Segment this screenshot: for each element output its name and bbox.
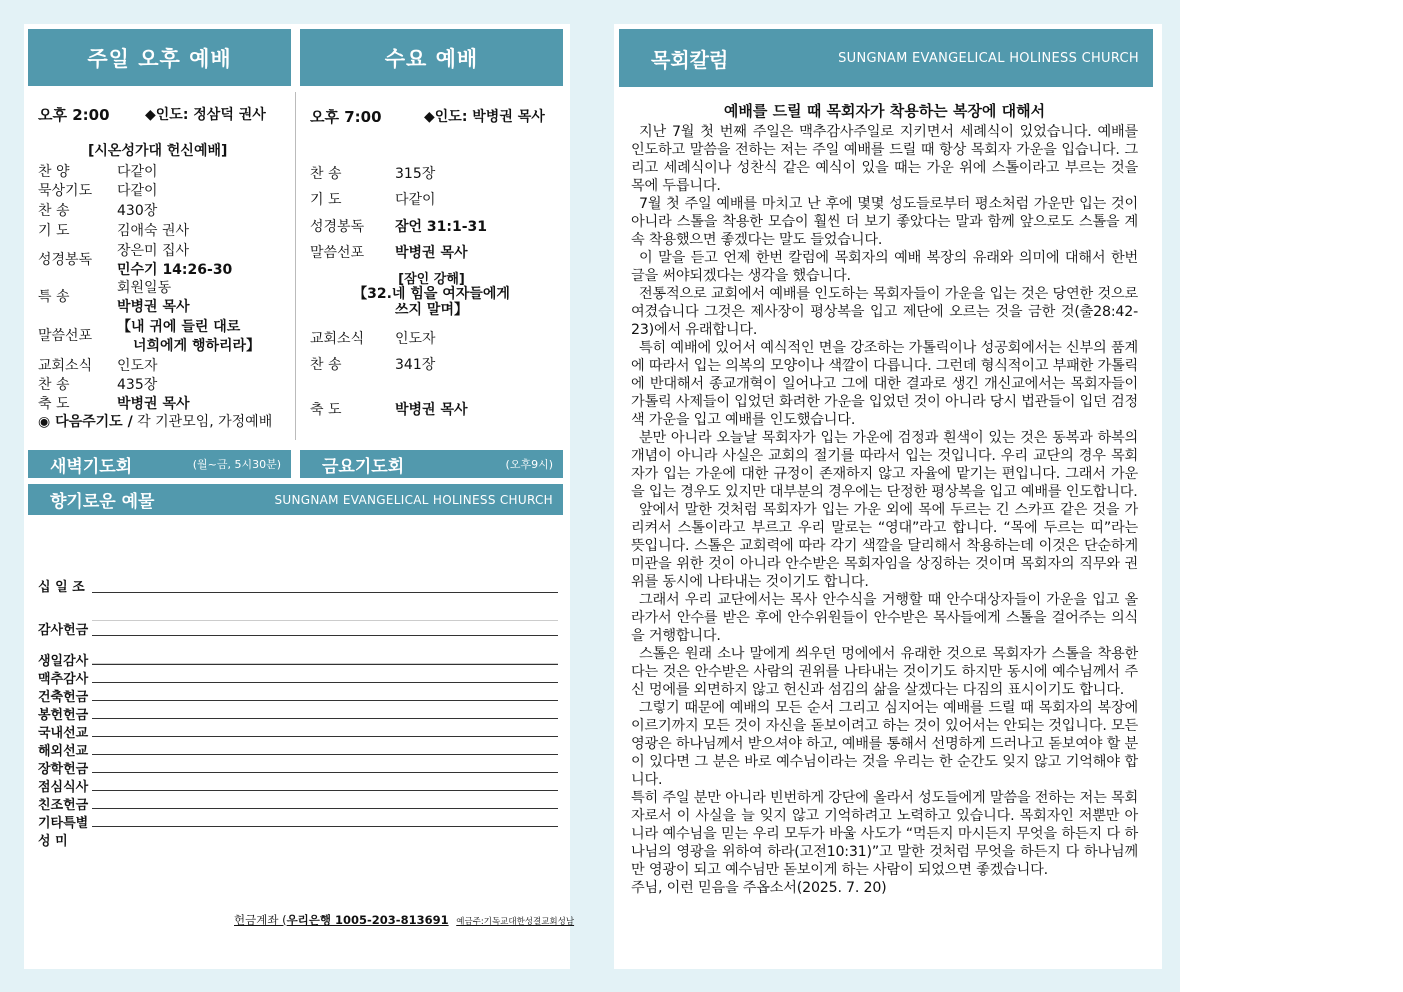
- dawn-prayer-title: 새벽기도회: [50, 456, 133, 477]
- sunday-pm-item-value: 인도자: [117, 358, 158, 374]
- column-divider: [295, 92, 296, 440]
- sunday-pm-item-label: 성경봉독: [38, 252, 93, 268]
- wednesday-item-label: 찬 송: [310, 166, 342, 182]
- offering-label: 감사헌금: [38, 623, 89, 638]
- wednesday-item-label: 말씀선포: [310, 245, 365, 261]
- wednesday-item-value: 잠언 31:1-31: [395, 219, 488, 235]
- sunday-pm-title: 주일 오후 예배: [87, 46, 232, 71]
- wednesday-item-value: 박병권 목사: [395, 245, 468, 261]
- column-title: 예배를 드릴 때 목회자가 착용하는 복장에 대해서: [723, 102, 1046, 120]
- sunday-pm-item-label: 찬 양: [38, 164, 70, 180]
- friday-prayer-time: (오후9시): [505, 458, 553, 471]
- sermon-title-1: 【32.네 힘을 여자들에게: [353, 286, 510, 302]
- account-number: 우리은행 1005-203-813691: [286, 913, 449, 927]
- offering-church-name: SUNGNAM EVANGELICAL HOLINESS CHURCH: [274, 492, 553, 507]
- column-paragraph: 분만 아니라 오늘날 목회자가 입는 가운에 검정과 흰색이 있는 것은 동복과 하복의 개념이 아니라 사실은 교회의 절기를 따라서 입는 것입니다. 우리 교단의 경우 목회자가 입는 가운에 대한 규정이 존재하지 않고 자율에 맡기는 편입니다. 그래서 가운을 입는 경우도 있지만 대부분의 경우에는 단정한 평상복을 입고 예배를 인도합니다.: [631, 430, 1138, 500]
- offering-line: [92, 754, 558, 755]
- account-label: 헌금계좌 (: [234, 913, 287, 927]
- offering-line: [92, 664, 558, 665]
- offering-line: [92, 718, 558, 719]
- column-body: [631, 123, 1138, 897]
- column-paragraph: 특히 주일 분만 아니라 빈번하게 강단에 올라서 성도들에게 말씀을 전하는 저는 목회자로서 이 사실을 늘 잊지 않고 기억하려고 노력하고 있습니다. 목회자인 저뿐만 아니라 예수님을 믿는 우리 모두가 바울 사도가 “먹든지 마시든지 무엇을 하든지 다 하나님의 영광을 위하여 하라(고전10:31)”고 말한 것처럼 무엇을 하든지 다 하나님께만 영광이 되고 예수님만 돋보이게 하는 사람이 되었으면 좋겠습니다.: [631, 790, 1138, 878]
- wednesday-item-label: 찬 송: [310, 357, 342, 373]
- offering-label: 점심식사: [38, 780, 89, 795]
- offering-bar: [28, 484, 563, 515]
- offering-line: [92, 790, 558, 791]
- column-paragraph: 이 말을 듣고 언제 한번 칼럼에 목회자의 예배 복장의 유래와 의미에 대해서 한번 글을 써야되겠다는 생각을 했습니다.: [631, 250, 1138, 284]
- column-paragraph: 그렇기 때문에 예배의 모든 순서 그리고 심지어는 예배를 드릴 때 목회자의 복장에 이르기까지 모든 것이 자신을 돋보이려고 하는 것이 있어서는 안되는 것입니다. 모든 영광은 하나님께서 받으셔야 하고, 예배를 통해서 선명하게 드러나고 돋보여야 할 분이 있다면 그 분은 바로 예수님이라는 것을 우리는 한 순간도 잊지 않고 기억해야 합니다.: [631, 700, 1138, 788]
- offering-title: 향기로운 예물: [50, 492, 155, 512]
- sunday-pm-item-value-2: 민수기 14:26-30: [117, 262, 233, 278]
- sunday-pm-item-label: 찬 송: [38, 203, 70, 219]
- wednesday-time: 오후 7:00: [310, 108, 382, 126]
- sunday-pm-leader: ◆인도: 정삼덕 권사: [145, 107, 266, 123]
- sunday-pm-item-label: 교회소식: [38, 358, 93, 374]
- wednesday-leader: ◆인도: 박병권 목사: [424, 109, 545, 125]
- offering-label: 기타특별: [38, 816, 89, 831]
- sunday-pm-item-value: 430장: [117, 203, 158, 219]
- sermon-title-2: 쓰지 말며】: [395, 302, 468, 318]
- offering-label: 성 미: [38, 834, 68, 849]
- sunday-pm-item-value: 박병권 목사: [117, 396, 190, 412]
- sunday-pm-item-value: 회원일동: [117, 280, 172, 296]
- sunday-pm-item-label: 기 도: [38, 223, 70, 239]
- wednesday-item-value: 다같이: [395, 192, 436, 208]
- column-paragraph: 특히 예배에 있어서 예식적인 면을 강조하는 가톨릭이나 성공회에서는 신부의 품계에 따라서 입는 의복의 모양이나 색깔이 다릅니다. 그런데 형식적이고 부패한 가톨릭에 반대해서 종교개혁이 일어나고 그에 대한 결과로 생긴 개신교에서는 목회자들이 가톨릭 사제들이 입었던 화려한 가운을 입었던 것이 아니라 당시 법관들이 입던 검정색 가운을 입고 예배를 인도했습니다.: [631, 340, 1138, 428]
- offering-line-secondary: [92, 620, 558, 621]
- next-week-prayer-label: ◉ 다음주기도 /: [38, 414, 133, 430]
- offering-line: [92, 635, 558, 636]
- account-info: [234, 912, 574, 928]
- offering-line: [92, 700, 558, 701]
- sunday-pm-item-value-2: 박병권 목사: [117, 299, 190, 315]
- sunday-pm-item-value: 다같이: [117, 164, 158, 180]
- sunday-pm-item-value: 장은미 집사: [117, 243, 190, 259]
- dawn-prayer-time: (월~금, 5시30분): [192, 458, 281, 471]
- offering-label: 십 일 조: [38, 580, 85, 595]
- sunday-pm-item-value: 435장: [117, 377, 158, 393]
- offering-line: [92, 736, 558, 737]
- sunday-pm-item-label: 축 도: [38, 396, 70, 412]
- account-holder: 예금주:기독교대한성결교회성남: [456, 917, 575, 927]
- offering-line: [92, 592, 558, 593]
- wednesday-item-label: 교회소식: [310, 331, 365, 347]
- offering-label: 생일감사: [38, 654, 89, 669]
- offering-label: 봉헌헌금: [38, 708, 89, 723]
- column-paragraph: 7월 첫 주일 예배를 마치고 난 후에 몇몇 성도들로부터 평소처럼 가운만 입는 것이 아니라 스톨을 착용한 모습이 훨씬 더 보기 좋았다는 말과 함께 앞으로도 스톨을 계속 착용했으면 좋겠다는 말도 들었습니다.: [631, 196, 1138, 248]
- wednesday-item-label: 축 도: [310, 402, 342, 418]
- offering-label: 친조헌금: [38, 798, 89, 813]
- column-paragraph: 그래서 우리 교단에서는 목사 안수식을 거행할 때 안수대상자들이 가운을 입고 올라가서 안수를 받은 후에 안수위원들이 안수받은 목사들에게 스톨을 걸어주는 의식을 거행합니다.: [631, 592, 1138, 644]
- wednesday-item-value: 315장: [395, 166, 436, 182]
- column-header-title: 목회칼럼: [651, 47, 729, 72]
- wednesday-header: [300, 29, 563, 86]
- offering-label: 장학헌금: [38, 762, 89, 777]
- offering-line: [92, 826, 558, 827]
- column-header: [619, 29, 1153, 87]
- column-paragraph: 전통적으로 교회에서 예배를 인도하는 목회자들이 가운을 입는 것은 당연한 것으로 여겼습니다 그것은 제사장이 평상복을 입고 제단에 오르는 것을 금한 것(출28:42-23)에서 유래합니다.: [631, 286, 1138, 338]
- column-paragraph: 앞에서 말한 것처럼 목회자가 입는 가운 외에 목에 두르는 긴 스카프 같은 것을 가리켜서 스톨이라고 부르고 우리 말로는 “영대”라고 합니다. “목에 두르는 띠”라는 뜻입니다. 스톨은 교회력에 따라 각기 색깔을 달리해서 착용하는데 이것은 단순하게 미관을 위한 것이 아니라 안수받은 목회자임을 상징하는 것이며 목회자의 직무와 권위를 동시에 나타내는 것이기도 합니다.: [631, 502, 1138, 590]
- next-week-prayer-text: 각 기관모임, 가정예배: [132, 414, 273, 430]
- offering-label: 국내선교: [38, 726, 89, 741]
- sunday-pm-item-label: 말씀선포: [38, 328, 93, 344]
- friday-prayer-title: 금요기도회: [322, 456, 405, 477]
- offering-label: 해외선교: [38, 744, 89, 759]
- column-paragraph: 주님, 이런 믿음을 주옵소서(2025. 7. 20): [631, 880, 887, 896]
- wednesday-item-label: 성경봉독: [310, 219, 365, 235]
- sunday-pm-item-value-2: 너희에게 행하리라】: [133, 338, 261, 354]
- offering-label: 건축헌금: [38, 690, 89, 705]
- next-week-prayer: [38, 411, 272, 431]
- sunday-pm-item-value: 【내 귀에 들린 대로: [117, 319, 241, 335]
- sunday-pm-item-label: 찬 송: [38, 377, 70, 393]
- sunday-pm-subtitle: [시온성가대 헌신예배]: [88, 143, 228, 159]
- sunday-pm-item-value: 다같이: [117, 183, 158, 199]
- column-church-name: SUNGNAM EVANGELICAL HOLINESS CHURCH: [838, 50, 1139, 66]
- offering-line: [92, 682, 558, 683]
- column-paragraph: 스톨은 원래 소나 말에게 씌우던 멍에에서 유래한 것으로 목회자가 스톨을 착용한다는 것은 안수받은 사람의 권위를 나타내는 것이기도 하지만 동시에 예수님께서 주신 멍에를 외면하지 않고 헌신과 섬김의 삶을 살겠다는 다짐의 표시이기도 합니다.: [631, 646, 1138, 698]
- offering-label: 맥추감사: [38, 672, 89, 687]
- sunday-pm-time: 오후 2:00: [38, 106, 110, 124]
- sermon-series: [잠인 강해]: [398, 272, 465, 287]
- wednesday-item-value: 341장: [395, 357, 436, 373]
- offering-line: [92, 808, 558, 809]
- offering-line: [92, 772, 558, 773]
- sunday-pm-header: [28, 29, 291, 86]
- wednesday-title: 수요 예배: [384, 46, 479, 71]
- dawn-prayer-bar: [28, 450, 291, 478]
- sunday-pm-item-label: 묵상기도: [38, 183, 93, 199]
- sunday-pm-item-label: 특 송: [38, 289, 70, 305]
- wednesday-item-value: 인도자: [395, 331, 436, 347]
- sunday-pm-item-value: 김애숙 권사: [117, 223, 190, 239]
- friday-prayer-bar: [300, 450, 563, 478]
- wednesday-item-label: 기 도: [310, 192, 342, 208]
- wednesday-item-value: 박병권 목사: [395, 402, 468, 418]
- column-paragraph: 지난 7월 첫 번째 주일은 맥추감사주일로 지키면서 세례식이 있었습니다. 예배를 인도하고 말씀을 전하는 저는 주일 예배를 드릴 때 항상 목회자 가운을 입습니다. 그리고 세례식이나 성찬식 같은 예식이 있을 때는 가운 위에 스톨이라고 부르는 것을 목에 두릅니다.: [631, 124, 1138, 194]
